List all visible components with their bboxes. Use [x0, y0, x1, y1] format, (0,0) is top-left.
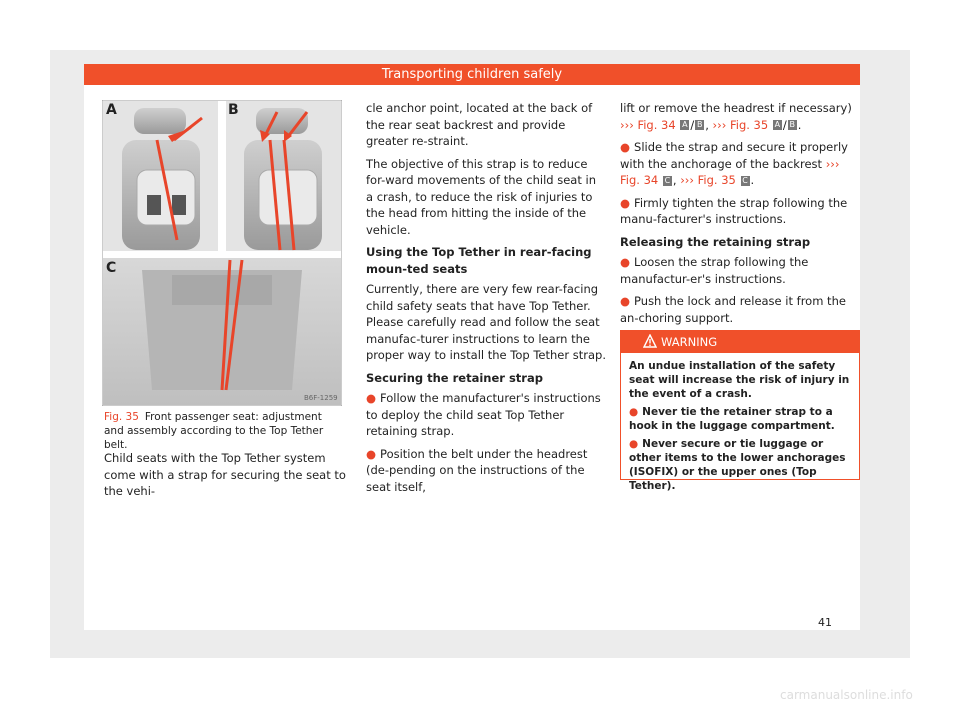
warning-bullet: ● Never tie the retainer strap to a hook in the luggage compartment.: [629, 406, 835, 432]
bullet-item: ● Loosen the strap following the manufactur-er's instructions.: [620, 255, 809, 286]
bullet-icon: ●: [620, 255, 631, 269]
bullet-item: ● Firmly tighten the strap following the manu-facturer's instructions.: [620, 195, 848, 226]
bullet-icon: ●: [620, 140, 631, 154]
bullet-item: ● Slide the strap and secure it properly with the anchorage of the backrest ››› Fig. 34 C , ››› Fig. 35 C .: [620, 140, 848, 187]
label-c-icon: C: [664, 175, 671, 185]
bullet-icon: ●: [366, 446, 377, 461]
column-1: [104, 450, 354, 506]
subheading: Securing the retainer strap: [366, 370, 543, 385]
bullet-icon: ●: [620, 294, 631, 308]
panel-a-label: A: [106, 102, 117, 118]
subheading: Releasing the retaining strap: [620, 234, 811, 249]
warning-box: [620, 330, 860, 492]
section-header: [84, 64, 860, 85]
bullet-icon: ●: [629, 406, 639, 418]
bullet-item: ● Push the lock and release it from the an-choring support.: [620, 294, 846, 325]
label-b-icon: B: [789, 120, 795, 129]
warning-title: WARNING: [661, 335, 718, 349]
bullet-icon: ●: [629, 438, 639, 450]
fig-ref-link[interactable]: ››› Fig. 34: [620, 117, 676, 132]
manual-page: [84, 64, 860, 630]
figure-caption: [104, 410, 344, 452]
column-2: [366, 100, 606, 501]
figure-code: B6F-1259: [304, 394, 338, 402]
paragraph: cle anchor point, located at the back of the rear seat backrest and provide greater re-straint.: [366, 101, 593, 148]
subheading: Using the Top Tether in rear-facing moun-ted seats: [366, 245, 592, 276]
bullet-item: ● Follow the manufacturer's instructions to deploy the child seat Top Tether retaining strap.: [366, 391, 601, 438]
fig-ref-link[interactable]: ››› Fig. 34: [620, 156, 840, 187]
watermark: carmanualsonline.info: [780, 688, 913, 702]
warning-bullet: ● Never secure or tie luggage or other items to the lower anchorages (ISOFIX) or the upper ones (Top Tether).: [629, 438, 846, 492]
bullet-icon: ●: [366, 391, 377, 405]
paragraph: The objective of this strap is to reduce for-ward movements of the child seat in a crash, to reduce the risk of injuries to the head from hitting the inside of the vehicle.: [366, 156, 596, 237]
figure-35: [102, 100, 342, 406]
figure-caption-text: Front passenger seat: adjustment and assembly according to the Top Tether belt.: [104, 411, 324, 451]
bullet-item: ● Position the belt under the headrest (de-pending on the instructions of the seat itself,: [366, 446, 588, 494]
paragraph: Currently, there are very few rear-facing child safety seats that have Top Tether. Please carefully read and follow the seat manufac-turer instructions to learn the proper way to install the Top Tether strap.: [366, 282, 606, 362]
paragraph: Child seats with the Top Tether system come with a strap for securing the seat to the vehi-: [104, 451, 346, 498]
label-a-icon: A: [682, 120, 688, 129]
paragraph: lift or remove the headrest if necessary) ››› Fig. 34 A / B , ››› Fig. 35 A / B .: [620, 101, 852, 132]
page-number: 41: [818, 616, 832, 629]
warning-intro: An undue installation of the safety seat will increase the risk of injury in the event of a crash.: [629, 360, 850, 400]
fig-ref-link[interactable]: ››› Fig. 35: [680, 173, 736, 187]
panel-a-image: [103, 101, 218, 251]
warning-triangle-icon: [643, 334, 657, 348]
warning-header: [621, 331, 859, 353]
section-title: Transporting children safely: [381, 67, 563, 82]
label-c-icon: C: [742, 175, 748, 185]
panel-b-label: B: [228, 102, 239, 118]
panel-b-image: [226, 101, 341, 251]
panel-c-label: C: [106, 260, 117, 276]
column-3: [620, 100, 860, 332]
label-a-icon: A: [774, 120, 781, 129]
figure-number: Fig. 35: [104, 411, 139, 423]
label-b-icon: B: [696, 120, 703, 129]
warning-body: [621, 353, 859, 503]
seat-illustration: [102, 100, 342, 406]
panel-c-image: [103, 258, 341, 405]
bullet-icon: ●: [620, 195, 631, 210]
fig-ref-link[interactable]: ››› Fig. 35: [712, 117, 769, 132]
